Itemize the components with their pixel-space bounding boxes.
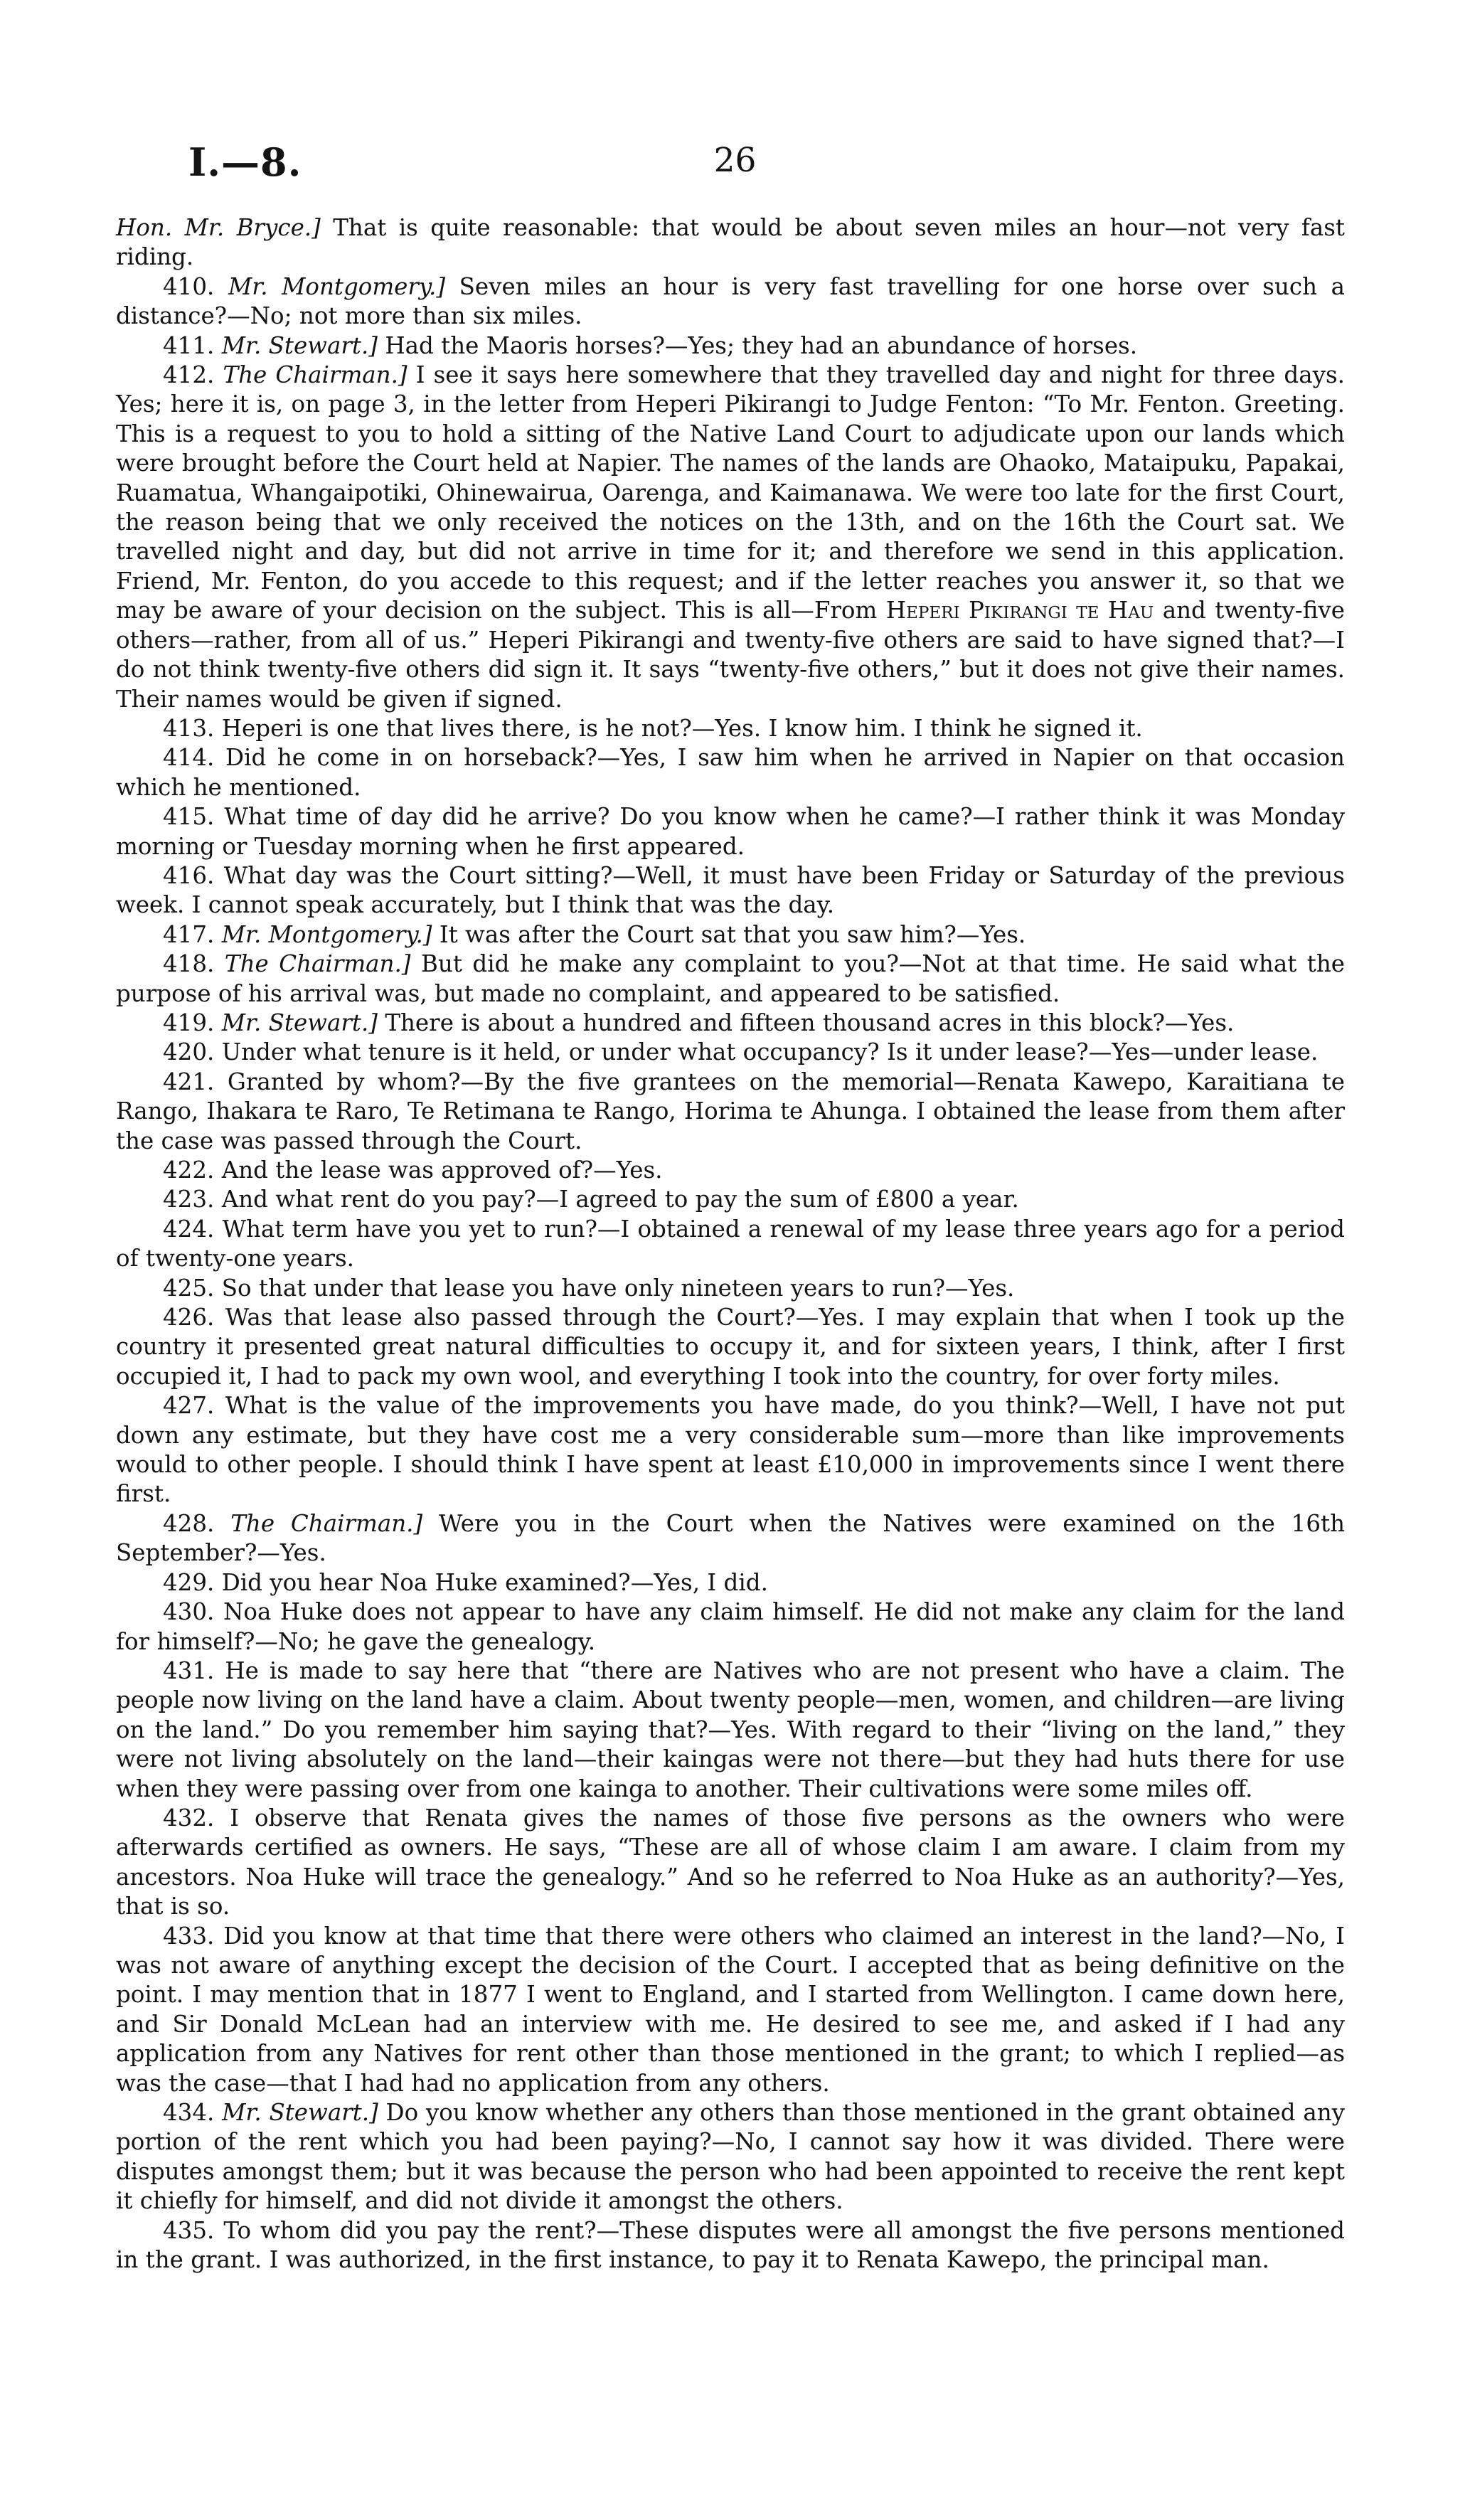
page-number: 26 xyxy=(713,141,757,180)
testimony-paragraph xyxy=(116,743,1345,802)
question-number: 415. xyxy=(163,803,215,831)
paragraph-text: Seven miles an hour is very fast travelling for one horse over such a distance?—No; not more than six miles. xyxy=(116,272,1345,330)
testimony-paragraph xyxy=(116,861,1345,920)
paragraph-text: What term have you yet to run?—I obtained a renewal of my lease three years ago for a period of twenty-one years. xyxy=(116,1215,1345,1272)
question-number: 431. xyxy=(163,1657,215,1684)
question-number: 424. xyxy=(163,1215,215,1243)
speaker-label: Mr. Montgomery.] xyxy=(228,272,446,300)
testimony-paragraph xyxy=(116,1391,1345,1509)
speaker-label: The Chairman.] xyxy=(223,361,408,389)
paragraph-text: What is the value of the improvements you have made, do you think?—Well, I have not put down any estimate, but they have cost me a very considerable sum—more than like improvements would to other people. I should think I have spent at least £10,000 in improvements since I went there first. xyxy=(116,1392,1345,1508)
speaker-label: Mr. Stewart.] xyxy=(221,331,378,359)
testimony-paragraph xyxy=(116,1215,1345,1274)
question-number: 418. xyxy=(163,950,215,978)
question-number: 429. xyxy=(163,1568,215,1596)
paragraph-text: And the lease was approved of?—Yes. xyxy=(221,1157,663,1184)
paragraph-text: To whom did you pay the rent?—These disputes were all amongst the five persons mentioned in the grant. I was authorized, in the first instance, to pay it to Renata Kawepo, the principal man. xyxy=(116,2216,1345,2274)
question-number: 426. xyxy=(163,1304,215,1331)
question-number: 435. xyxy=(163,2216,215,2244)
testimony-paragraph xyxy=(116,2216,1345,2275)
paragraph-text: Do you know whether any others than those mentioned in the grant obtained any portion of the rent which you had been paying?—No, I cannot say how it was divided. There were disputes amongst them; but it was because the person who had been appointed to receive the rent kept it chiefly for himself, and did not divide it amongst the others. xyxy=(116,2099,1345,2215)
question-number: 417. xyxy=(163,920,215,948)
question-number: 423. xyxy=(163,1186,215,1213)
speaker-label: The Chairman.] xyxy=(230,1509,423,1537)
paragraph-text: Granted by whom?—By the five grantees on the memorial—Renata Kawepo, Karaitiana te Rango, Ihakara te Raro, Te Retimana te Rango, Horima te Ahunga. I obtained the lease from them after the case was passed through the Court. xyxy=(116,1068,1345,1154)
testimony-paragraph xyxy=(116,950,1345,1009)
paragraph-text: Did you hear Noa Huke examined?—Yes, I did. xyxy=(221,1568,768,1596)
testimony-paragraph xyxy=(116,1156,1345,1185)
testimony-paragraph xyxy=(116,1597,1345,1657)
question-number: 416. xyxy=(163,861,215,889)
paragraph-text: Under what tenure is it held, or under what occupancy? Is it under lease?—Yes—under lease. xyxy=(221,1038,1319,1066)
testimony-paragraph xyxy=(116,1657,1345,1804)
testimony-paragraph xyxy=(116,1038,1345,1067)
speaker-label: Mr. Montgomery.] xyxy=(221,920,432,948)
testimony-paragraph xyxy=(116,1804,1345,1922)
question-number: 421. xyxy=(163,1068,215,1095)
paragraph-text: What day was the Court sitting?—Well, it must have been Friday or Saturday of the previous week. I cannot speak accurately, but I think that was the day. xyxy=(116,861,1345,919)
question-number: 427. xyxy=(163,1392,215,1420)
testimony-paragraph xyxy=(116,802,1345,861)
question-number: 422. xyxy=(163,1157,215,1184)
testimony-paragraph xyxy=(116,714,1345,743)
testimony-paragraph xyxy=(116,1509,1345,1568)
testimony-paragraph xyxy=(116,2098,1345,2216)
question-number: 432. xyxy=(163,1804,215,1831)
paragraph-text: Did you know at that time that there were others who claimed an interest in the land?—No, I was not aware of anything except the decision of the Court. I accepted that as being definitive on the point. I may mention that in 1877 I went to England, and I started from Wellington. I came down here, and Sir Donald McLean had an interview with me. He desired to see me, and asked if I had any application from any Natives for rent other than those mentioned in the grant; to which I replied—as was the case—that I had had no application from any others. xyxy=(116,1922,1345,2097)
speaker-label: Mr. Stewart.] xyxy=(222,2099,378,2126)
testimony-paragraph xyxy=(116,1185,1345,1214)
speaker-label: Mr. Stewart.] xyxy=(221,1009,378,1036)
testimony-paragraph xyxy=(116,1009,1345,1038)
body-text xyxy=(116,213,1345,2275)
testimony-paragraph xyxy=(116,213,1345,272)
question-number: 419. xyxy=(163,1009,215,1036)
question-number: 411. xyxy=(163,331,215,359)
paragraph-text: Did he come in on horseback?—Yes, I saw him when he arrived in Napier on that occasion which he mentioned. xyxy=(116,744,1345,801)
paragraph-text: It was after the Court sat that you saw him?—Yes. xyxy=(432,920,1026,948)
testimony-paragraph xyxy=(116,1568,1345,1597)
paragraph-text: Heperi is one that lives there, is he not?—Yes. I know him. I think he signed it. xyxy=(221,714,1143,742)
question-number: 410. xyxy=(163,272,215,300)
paragraph-text: There is about a hundred and fifteen thousand acres in this block?—Yes. xyxy=(377,1009,1235,1036)
paragraph-text: Noa Huke does not appear to have any claim himself. He did not make any claim for the land for himself?—No; he gave the genealogy. xyxy=(116,1598,1345,1655)
paragraph-text: Had the Maoris horses?—Yes; they had an abundance of horses. xyxy=(377,331,1138,359)
speaker-label: The Chairman.] xyxy=(224,950,411,978)
question-number: 434. xyxy=(163,2099,215,2126)
testimony-paragraph xyxy=(116,1922,1345,2098)
paragraph-text: But did he make any complaint to you?—Not at that time. He said what the purpose of his arrival was, but made no complaint, and appeared to be satisfied. xyxy=(116,950,1345,1007)
paragraph-text-continued: and twenty-five others—rather, from all of us.” Heperi Pikirangi and twenty-five others are said to have signed that?—I do not think twenty-five others did sign it. It says “twenty-five others,” but it does not give their names. Their names would be given if signed. xyxy=(116,597,1346,713)
testimony-paragraph xyxy=(116,331,1345,361)
paragraph-text: I observe that Renata gives the names of those five persons as the owners who were afterwards certified as owners. He says, “These are all of whose claim I am aware. I claim from my ancestors. Noa Huke will trace the genealogy.” And so he referred to Noa Huke as an authority?—Yes, that is so. xyxy=(116,1804,1345,1920)
paragraph-text: What time of day did he arrive? Do you know when he came?—I rather think it was Monday morning or Tuesday morning when he first appeared. xyxy=(116,803,1345,860)
testimony-paragraph xyxy=(116,361,1345,714)
speaker-label: Hon. Mr. Bryce.] xyxy=(116,214,321,241)
question-number: 420. xyxy=(163,1038,215,1066)
testimony-paragraph xyxy=(116,1274,1345,1303)
paragraph-text: He is made to say here that “there are Natives who are not present who have a claim. The people now living on the land have a claim. About twenty people—men, women, and children—are living on the land.” Do you remember him saying that?—Yes. With regard to their “living on the land,” they were not living absolutely on the land—their kaingas were not there—but they had huts there for use when they were passing over from one kainga to another. Their cultivations were some miles off. xyxy=(116,1657,1345,1802)
question-number: 433. xyxy=(163,1922,215,1950)
signatory-name: Heperi Pikirangi te Hau xyxy=(885,597,1154,624)
question-number: 412. xyxy=(163,361,215,389)
testimony-paragraph xyxy=(116,1068,1345,1156)
testimony-paragraph xyxy=(116,272,1345,331)
question-number: 428. xyxy=(163,1509,215,1537)
paragraph-text: That is quite reasonable: that would be about seven miles an hour—not very fast riding. xyxy=(116,214,1345,271)
paragraph-text: Was that lease also passed through the Court?—Yes. I may explain that when I took up the country it presented great natural difficulties to occupy it, and for sixteen years, I think, after I first occupied it, I had to pack my own wool, and everything I took into the country, for over forty miles. xyxy=(116,1304,1345,1390)
paragraph-text: So that under that lease you have only nineteen years to run?—Yes. xyxy=(221,1274,1015,1302)
testimony-paragraph xyxy=(116,1303,1345,1391)
paragraph-text: Were you in the Court when the Natives were examined on the 16th September?—Yes. xyxy=(116,1509,1345,1567)
paragraph-text: And what rent do you pay?—I agreed to pay the sum of £800 a year. xyxy=(221,1186,1019,1213)
paragraph-text: I see it says here somewhere that they travelled day and night for three days. Yes; here it is, on page 3, in the letter from Heperi Pikirangi to Judge Fenton: “To Mr. Fenton. Greeting. This is a request to you to hold a sitting of the Native Land Court to adjudicate upon our lands which were brought before the Court held at Napier. The names of the lands are Ohaoko, Mataipuku, Papakai, Ruamatua, Whangaipotiki, Ohinewairua, Oarenga, and Kaimanawa. We were too late for the first Court, the reason being that we only received the notices on the 13th, and on the 16th the Court sat. We travelled night and day, but did not arrive in time for it; and therefore we send in this application. Friend, Mr. Fenton, do you accede to this request; and if the letter reaches you answer it, so that we may be aware of your decision on the subject. This is all—From xyxy=(116,361,1345,624)
testimony-paragraph xyxy=(116,920,1345,950)
question-number: 425. xyxy=(163,1274,215,1302)
document-id: I.—8. xyxy=(188,139,302,185)
question-number: 430. xyxy=(163,1598,215,1626)
question-number: 414. xyxy=(163,744,215,772)
question-number: 413. xyxy=(163,714,215,742)
page-header xyxy=(0,139,1470,189)
